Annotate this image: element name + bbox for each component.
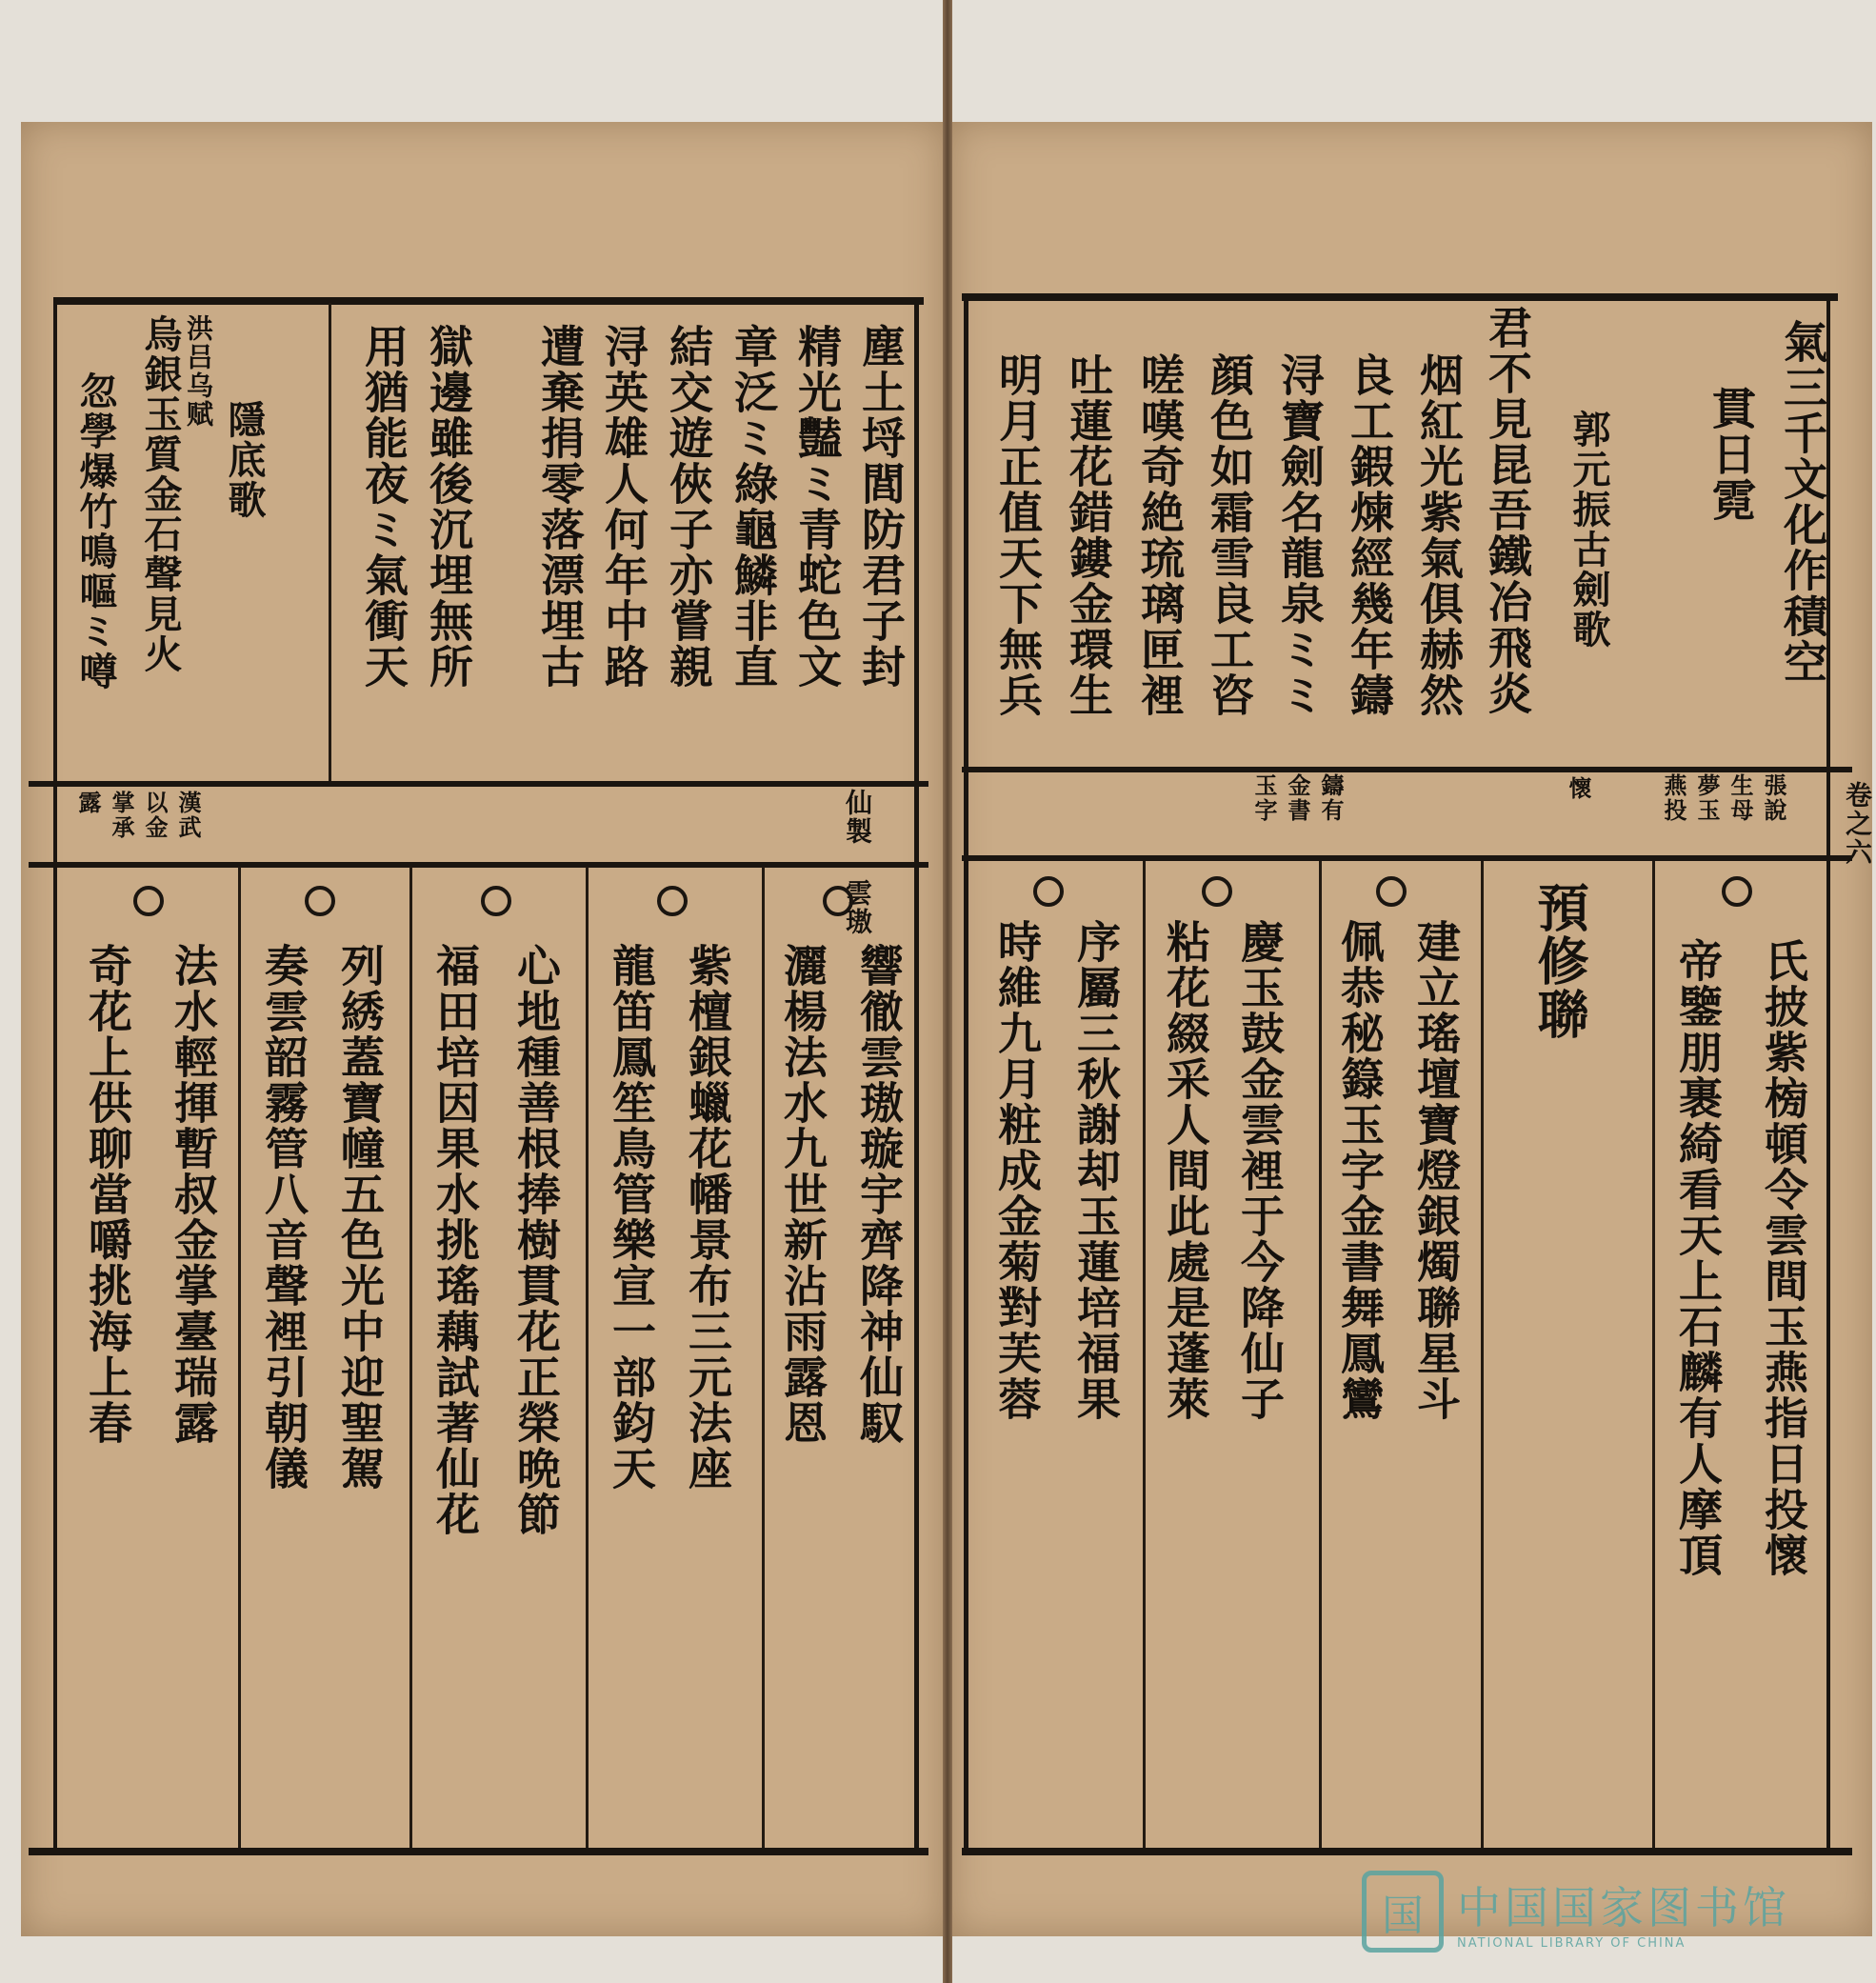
left-section-mark-1 — [823, 886, 853, 916]
left-poem-col-3: 章泛ミ綠龜鱗非直 — [728, 324, 779, 690]
left-inner-rule — [914, 297, 919, 1850]
right-section-mark-2 — [1376, 876, 1407, 907]
right-poem-col-2: 貫日霓 — [1706, 386, 1757, 523]
left-section-mark-2 — [657, 886, 688, 916]
right-couplet-col-7: 序屬三秋謝却玉蓮培福果 — [1070, 919, 1122, 1422]
right-poem-col-5: 烟紅光紫氣俱赫然 — [1413, 352, 1465, 718]
left-grid-line-1 — [762, 867, 765, 1848]
left-poem-col-5: 浔英雄人何年中路 — [598, 324, 649, 690]
right-poem-col-8: 顔色如霜雪良工咨 — [1204, 352, 1255, 718]
library-watermark-text — [1457, 1873, 1790, 1951]
right-couplet-col-3: 建立瑤壇寶燈銀燭聯星斗 — [1410, 919, 1462, 1422]
right-section-mark-1 — [1722, 876, 1752, 907]
right-section-mark-4 — [1033, 876, 1064, 907]
right-grid-line-2 — [1481, 861, 1484, 1848]
right-band-note-1: 張說 生母 夢玉 燕投 — [1660, 773, 1787, 823]
right-couplet-col-4: 佩恭秘籙玉字金書舞鳳鸞 — [1334, 919, 1386, 1422]
right-poem-col-11: 明月正值天下無兵 — [992, 352, 1044, 718]
right-inner-rule — [964, 293, 968, 1851]
left-poem-col-7: 獄邊雖後沉埋無所 — [423, 324, 474, 690]
right-top-rule — [962, 293, 1838, 301]
left-top-divider — [329, 303, 331, 781]
left-section-mark-3 — [481, 886, 511, 916]
left-band-note-right: 仙製 雲璈 — [842, 789, 873, 936]
left-couplet-col-3: 紫檀銀蠟花幡景布三元法座 — [682, 943, 733, 1492]
left-couplet-col-1: 響徹雲璈璇宇齊降神仙馭 — [853, 943, 905, 1446]
library-name-cn: 中国国家图书馆 — [1457, 1881, 1790, 1933]
book-gutter — [943, 0, 952, 1983]
right-side-label: 卷之六 — [1842, 781, 1873, 867]
right-band-note-2: 懷 — [1565, 776, 1592, 801]
left-couplet-col-2: 灑楊法水九世新沾雨露恩 — [777, 943, 828, 1446]
left-couplet-col-9: 法水輕揮暫叔金掌臺瑞露 — [168, 943, 219, 1446]
left-outer-rule — [53, 297, 57, 1850]
left-couplet-col-6: 福田培因果水挑瑤藕試著仙花 — [429, 943, 481, 1537]
right-grid-line-3 — [1319, 861, 1322, 1848]
right-couplet-col-6: 粘花綴采人間此處是蓬萊 — [1160, 919, 1211, 1422]
left-grid-line-4 — [238, 867, 241, 1848]
left-small-annotation: 洪吕乌赋 — [183, 314, 214, 429]
right-bottom-rule — [962, 1848, 1852, 1855]
library-name-en: NATIONAL LIBRARY OF CHINA — [1457, 1935, 1686, 1951]
library-logo-icon: 国 — [1362, 1871, 1444, 1953]
left-band-rule-top — [29, 781, 928, 787]
right-grid-line-4 — [1143, 861, 1146, 1848]
left-small-poem-col-1: 烏銀玉質金石聲見火 — [138, 314, 183, 674]
left-couplet-col-5: 心地種善根捧樹貫花正榮晩節 — [510, 943, 562, 1537]
left-couplet-col-4: 龍笛鳳笙鳥管樂宣一部鈞天 — [606, 943, 657, 1492]
right-section-mark-3 — [1202, 876, 1232, 907]
library-watermark — [1362, 1869, 1857, 1954]
right-couplet-col-1: 氏披紫㮄頓令雲間玉燕指日投懷 — [1758, 938, 1809, 1578]
left-section-mark-5 — [133, 886, 164, 916]
left-poem-col-4: 結交遊俠子亦嘗親 — [663, 324, 714, 690]
left-band-note-left: 漢武 以金 掌承 露 — [74, 791, 202, 840]
left-couplet-col-10: 奇花上供聊當嚼挑海上春 — [82, 943, 133, 1446]
right-band-rule-top — [962, 767, 1852, 772]
left-couplet-col-7: 列綉蓋寶幢五色光中迎聖駕 — [334, 943, 386, 1492]
left-couplet-col-8: 奏雲韶霧管八音聲裡引朝儀 — [258, 943, 309, 1492]
right-couplet-col-8: 時維九月粧成金菊對芙蓉 — [991, 919, 1043, 1422]
right-poem-col-1: 氣三千文化作積空 — [1777, 319, 1828, 685]
right-couplet-col-5: 慶玉鼓金雲裡于今降仙子 — [1234, 919, 1286, 1422]
left-grid-line-2 — [586, 867, 589, 1848]
left-small-poem-title: 隱底歌 — [222, 400, 267, 520]
left-bottom-rule — [29, 1848, 928, 1855]
right-band-rule-bottom — [962, 855, 1852, 861]
left-small-poem-col-2: 忽學爆竹鳴嘔ミ噂 — [73, 371, 118, 691]
right-poem-title: 郭元振古劍歌 — [1567, 410, 1611, 650]
left-grid-line-3 — [409, 867, 412, 1848]
right-band-note-3: 鑄有 金書 玉字 — [1250, 773, 1345, 823]
right-poem-col-9: 嗟嘆奇絶琉璃匣裡 — [1134, 352, 1186, 718]
right-grid-line-1 — [1652, 861, 1655, 1848]
right-poem-col-10: 吐蓮花錯鏤金環生 — [1063, 352, 1114, 718]
right-poem-col-6: 良工鍜煉經幾年鑄 — [1344, 352, 1395, 718]
right-poem-col-7: 浔寶劍名龍泉ミミ — [1274, 352, 1326, 718]
left-poem-col-2: 精光豔ミ青蛇色文 — [791, 324, 843, 690]
left-poem-col-1: 塵土埒閭防君子封 — [855, 324, 907, 690]
left-section-mark-4 — [305, 886, 335, 916]
left-poem-col-8: 用猶能夜ミ氣衝天 — [358, 324, 409, 690]
left-top-rule — [57, 297, 924, 305]
left-poem-col-6: 遭棄捐零落漂埋古 — [534, 324, 586, 690]
right-couplet-col-2: 帝鑒朋裹綺看天上石麟有人摩頂 — [1672, 938, 1724, 1578]
right-poem-col-4: 君不見昆吾鐵冶飛炎 — [1482, 305, 1533, 716]
right-section-heading: 預修聯 — [1529, 881, 1590, 1041]
